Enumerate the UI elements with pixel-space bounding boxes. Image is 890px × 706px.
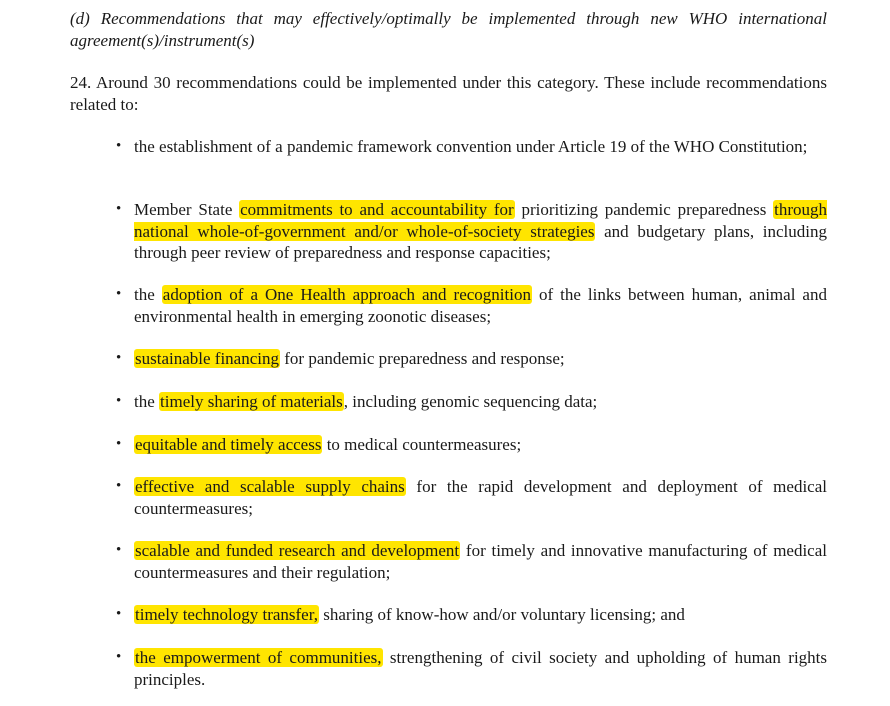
item-text: the establishment of a pandemic framework convention under Article 19 of the WHO Constitution; [134,137,808,156]
item-text: to medical countermeasures; [322,435,522,454]
bullet-icon: • [116,606,122,622]
bullet-icon: • [116,393,122,409]
item-text: the [134,392,160,411]
highlighted-text: adoption of a One Health approach and recognition [162,285,531,304]
item-text: of the links between human, animal and environmental health in emerging zoonotic diseases; [134,285,827,326]
bullet-icon: • [116,286,122,302]
bullet-icon: • [116,478,122,494]
paragraph-24: 24. Around 30 recommendations could be implemented under this category. These include recommendations related to: [70,73,827,114]
item-text: for timely and innovative manufacturing of medical countermeasures and their regulation; [134,541,828,582]
item-text: sharing of know-how and/or voluntary licensing; and [318,605,685,624]
item-text: for the rapid development and deployment of medical countermeasures; [134,477,827,518]
highlighted-text: equitable and timely access [135,435,322,454]
section-heading: (d) Recommendations that may effectively/optimally be implemented through new WHO international agreement(s)/instrument(s) [70,9,827,50]
item-text: Member State [134,200,240,219]
highlighted-text: timely sharing of materials [160,392,343,411]
highlighted-text: sustainable financing [135,349,279,368]
highlighted-text: commitments to and accountability for [240,200,514,219]
highlighted-text: through national whole-of-government and/or whole-of-society strategies [134,200,827,241]
bullet-icon: • [116,201,122,217]
highlighted-text: scalable and funded research and development [135,541,460,560]
bullet-icon: • [116,649,122,665]
item-text: for pandemic preparedness and response; [280,349,565,368]
bullet-icon: • [116,542,122,558]
bullet-icon: • [116,436,122,452]
bullet-icon: • [116,138,122,154]
item-text: and budgetary plans, including through peer review of preparedness and response capacities; [134,221,828,262]
highlighted-text: effective and scalable supply chains [135,477,405,496]
item-text: prioritizing pandemic preparedness [514,200,774,219]
item-text: the [134,285,162,304]
item-text: strengthening of civil society and upholding of human rights principles. [134,648,827,689]
item-text: , including genomic sequencing data; [343,392,598,411]
bullet-icon: • [116,350,122,366]
highlighted-text: the empowerment of communities, [135,648,382,667]
highlighted-text: timely technology transfer, [135,605,318,624]
